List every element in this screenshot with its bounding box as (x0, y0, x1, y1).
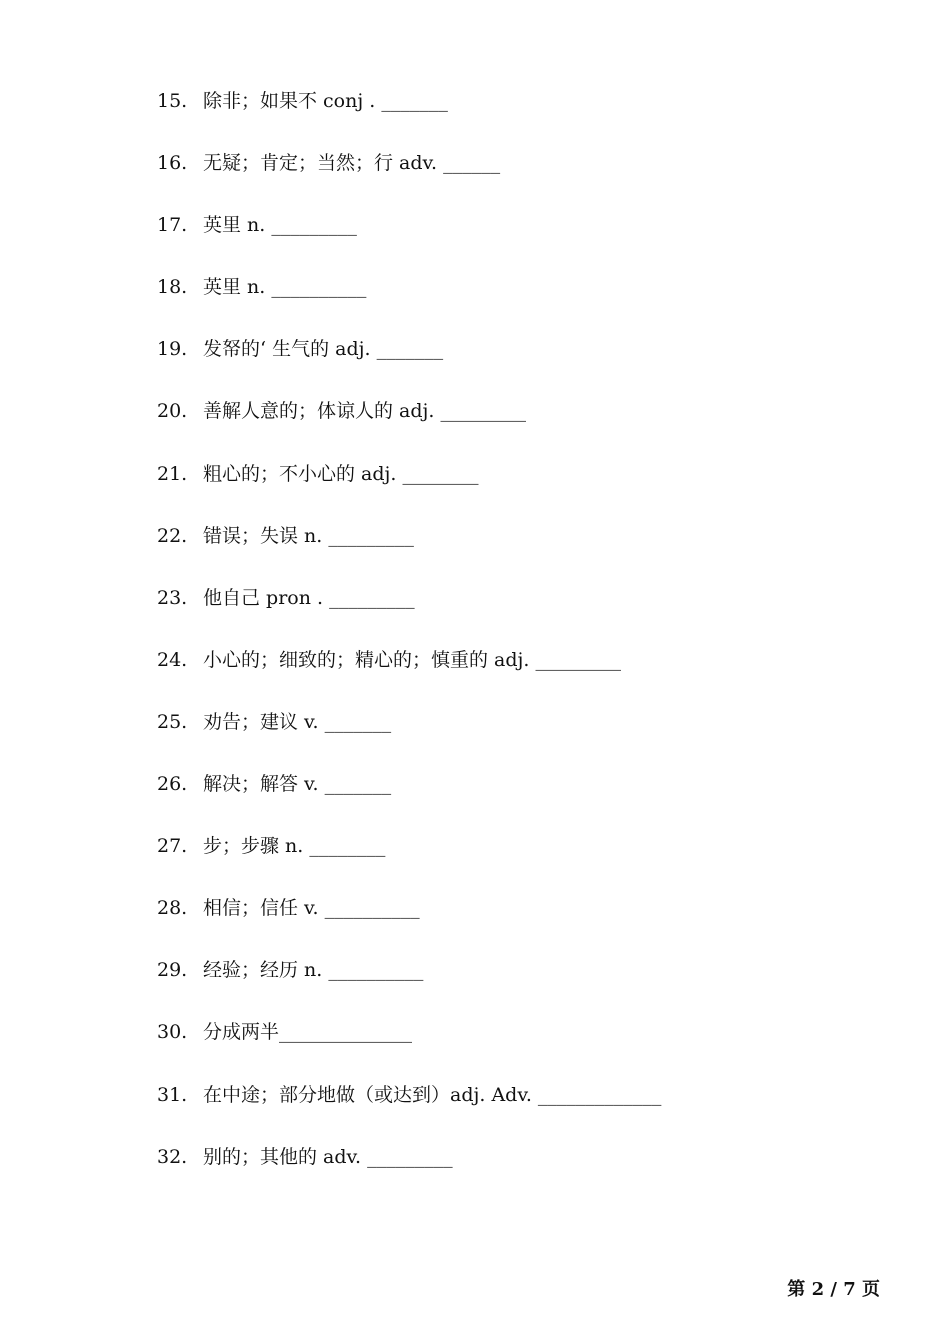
list-item (157, 459, 877, 521)
item-text: 英里 n. (203, 214, 272, 237)
list-item (157, 334, 877, 396)
list-item (157, 210, 877, 272)
item-text: 分成两半 (203, 1021, 280, 1044)
answer-blank: __________ (271, 276, 367, 299)
item-number: 20. (157, 400, 188, 423)
item-text: 小心的；细致的；精心的；慎重的 adj. (203, 648, 536, 671)
list-item (157, 1142, 877, 1204)
item-number: 15. (157, 90, 188, 112)
vocab-list (157, 86, 877, 1204)
item-number: 16. (157, 152, 188, 175)
item-number: 23. (157, 586, 188, 609)
list-item (157, 831, 877, 893)
item-number: 17. (157, 214, 188, 237)
list-item (157, 272, 877, 334)
item-number: 30. (157, 1021, 188, 1044)
item-text: 英里 n. (203, 276, 272, 299)
item-number: 29. (157, 959, 188, 982)
item-text: 善解人意的；体谅人的 adj. (203, 400, 441, 423)
answer-blank: _____________ (537, 1083, 662, 1106)
item-text: 解决；解答 v. (203, 773, 325, 796)
item-text: 错误；失误 n. (203, 524, 329, 547)
item-number: 19. (157, 338, 188, 361)
list-item (157, 86, 877, 148)
item-text: 经验；经历 n. (203, 959, 329, 982)
list-item (157, 521, 877, 583)
answer-blank: __________ (328, 959, 424, 982)
item-text: 劝告；建议 v. (203, 710, 325, 733)
item-text: 步；步骤 n. (203, 835, 310, 858)
answer-blank: _________ (535, 648, 622, 671)
list-item (157, 148, 877, 210)
item-number: 26. (157, 773, 188, 796)
item-text: 相信；信任 v. (203, 897, 325, 920)
answer-blank: _______ (324, 710, 392, 733)
item-text: 他自己 pron . (203, 586, 330, 609)
item-number: 24. (157, 648, 188, 671)
item-text: 除非；如果不 conj . (203, 90, 382, 112)
item-number: 31. (157, 1083, 188, 1106)
item-number: 27. (157, 835, 188, 858)
answer-blank: _______ (376, 338, 444, 361)
list-item (157, 707, 877, 769)
item-number: 18. (157, 276, 188, 299)
list-item (157, 893, 877, 955)
page-number: 第 2 / 7 页 (787, 1279, 880, 1300)
answer-blank: ________ (309, 835, 386, 858)
item-text: 在中途；部分地做（或达到）adj. Adv. (203, 1083, 538, 1106)
item-text: 无疑；肯定；当然；行 adv. (203, 152, 444, 175)
item-text: 发帑的‘ 生气的 adj. (203, 338, 377, 361)
list-item (157, 1017, 877, 1079)
answer-blank: __________ (324, 897, 420, 920)
answer-blank: _______ (324, 773, 392, 796)
answer-blank: _________ (271, 214, 357, 237)
item-number: 22. (157, 524, 188, 547)
list-item (157, 769, 877, 831)
answer-blank: _______ (381, 90, 448, 112)
item-number: 21. (157, 462, 188, 485)
answer-blank: _________ (367, 1145, 453, 1168)
answer-blank: _________ (328, 524, 414, 547)
item-text: 粗心的；不小心的 adj. (203, 462, 403, 485)
list-item (157, 1080, 877, 1142)
item-number: 32. (157, 1145, 188, 1168)
item-number: 28. (157, 897, 188, 920)
answer-blank: ______ (443, 152, 501, 175)
list-item (157, 583, 877, 645)
answer-blank: ________ (402, 462, 479, 485)
item-number: 25. (157, 710, 188, 733)
list-item (157, 396, 877, 458)
answer-blank: _________ (440, 400, 527, 423)
answer-blank: ______________ (279, 1021, 413, 1044)
list-item (157, 955, 877, 1017)
answer-blank: _________ (329, 586, 415, 609)
item-text: 别的；其他的 adv. (203, 1145, 368, 1168)
list-item (157, 645, 877, 707)
